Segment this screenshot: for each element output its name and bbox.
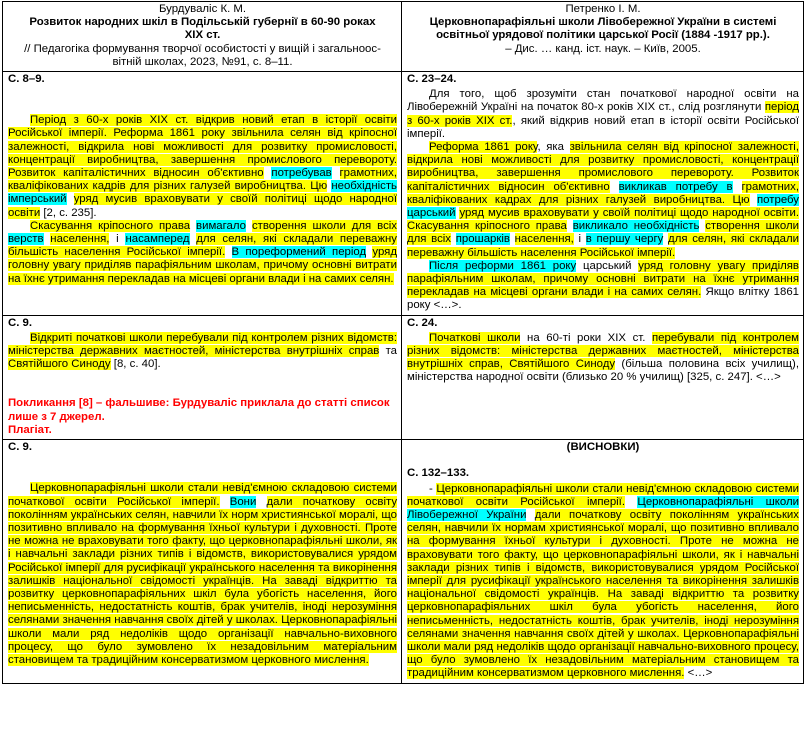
plagiarism-label: Плагіат. <box>8 423 52 436</box>
citation: [2, с. 235]. <box>40 206 97 219</box>
comparison-row-2 <box>3 315 804 439</box>
highlight-cyan: Після реформи 1861 року <box>429 259 577 272</box>
plain-text: - <box>429 482 437 495</box>
highlight-yellow: населення, <box>514 233 574 246</box>
left-author: Бурдуваліс К. М. <box>158 3 247 15</box>
comparison-table <box>2 1 804 684</box>
row2-left-page: С. 9. <box>8 316 33 329</box>
highlight-yellow: створення школи для всіх <box>251 219 398 232</box>
highlight-yellow: уряд головну увагу приділяв парафіяльним школам, причому основні витрати на їхнє утримання перекладав на місцеві органи влади і на самих селян. <box>8 246 397 285</box>
header-row <box>3 2 804 72</box>
row3-right-page: С. 132–133. <box>407 467 470 480</box>
highlight-yellow: Церковнопарафіяльні школи стали невід'ємною складовою системи початкової освіти Російської імперії. <box>8 482 397 508</box>
row2-left-cell <box>3 315 402 439</box>
highlight-yellow: Період з 60-х років XIX ст. відкрив новий етап в історії освіти Російської імперії. Реформа 1861 року звільнила селян від кріпосної залежності, відкрила нові можливості для розвитку промисловості, концентрації виробництва, завершення промислового перевороту. Розвиток капіталістичних відносин об'єктивно <box>8 114 397 180</box>
left-title-line1: Розвиток народних шкіл в Подільській губернії в 60-90 роках <box>29 16 376 29</box>
highlight-cyan: потребував <box>271 167 332 180</box>
row2-left-paragraph-1 <box>8 332 397 372</box>
row3-right-paragraph-1 <box>407 483 799 681</box>
left-title-line2: XIX ст. <box>184 29 221 42</box>
row2-right-paragraph-1 <box>407 332 799 385</box>
highlight-yellow: створення школи для всіх <box>407 220 799 246</box>
highlight-yellow: уряд головну увагу приділяв парафіяльним школам, причому основні витрати на їхнє утримання перекладав на місцеві органи влади і на самих селян. <box>407 259 799 299</box>
plain-text: на 60-ті роки XIX ст. <box>520 331 653 344</box>
row2-right-cell <box>402 315 804 439</box>
row1-left-cell <box>3 72 402 316</box>
highlight-yellow: уряд мусив враховувати у своїй політиці щодо народної освіти. Скасування кріпосного права <box>407 207 799 233</box>
highlight-cyan: потребу царський <box>407 193 799 220</box>
highlight-cyan: Церковнопарафіяльні школи Лівобережної України <box>407 495 799 521</box>
highlight-yellow: Початкові школи <box>429 331 521 344</box>
highlight-cyan: в першу чергу <box>585 233 664 246</box>
highlight-yellow: грамотних, кваліфікованих кадрах для різних галузей виробництва. Цю <box>407 180 800 206</box>
row3-left-cell <box>3 440 402 683</box>
highlight-yellow: період з 60-х років XIX ст. <box>407 101 799 127</box>
plain-text: Якщо влітку 1861 року <…>. <box>407 286 799 312</box>
plain-text: <…> <box>684 667 713 680</box>
conclusions-heading: (ВИСНОВКИ) <box>566 441 640 454</box>
header-left <box>3 2 402 72</box>
row2-right-page: С. 24. <box>407 316 438 329</box>
citation: [8, с. 40]. <box>110 358 161 371</box>
highlight-cyan: насамперед <box>125 233 190 246</box>
row1-right-page: С. 23–24. <box>407 73 457 86</box>
highlight-cyan: необхідність імперський <box>8 180 397 206</box>
highlight-cyan: прошарків <box>455 233 510 246</box>
plain-text: і <box>573 233 586 246</box>
row1-right-paragraph-1 <box>407 88 799 141</box>
highlight-cyan: викликало необхідність <box>572 220 700 233</box>
right-title-line1: Церковнопарафіяльні школи Лівобережної України в системі <box>429 16 777 29</box>
highlight-yellow: дали початкову освіту поколінням українських селян, навчили їх нормам християнської моралі, що позитивно впливало на формування їхньої культури і духовності. Проте не можна не враховувати того факту, що церковнопарафіяльні школи, як і навчальні заклади різних типів і відомств, використовувалися урядом Російської імперії для русифікації українського населення та викорінення залишків національної свідомості українців. На заваді відкриттю та розвитку церковнопарафіяльних шкіл була убогість населення, його неписьменність, недостатність коштів, брак учителів, іноді нерозуміння селянами значення навчання своїх дітей у школах. Церковнопарафіяльні школи мали ряд недоліків щодо організації навчально-виховного процесу, що було зумовлено їх незадовільним матеріальним становищем та традиційним консерватизмом церковного мислення. <box>407 508 799 680</box>
comparison-row-1 <box>3 72 804 316</box>
comparison-row-3 <box>3 440 804 683</box>
left-source-line2: вітній школах, 2023, №91, с. 8–11. <box>112 55 293 68</box>
row1-right-cell <box>402 72 804 316</box>
plain-text: і <box>109 233 126 246</box>
right-source: – Дис. … канд. іст. наук. – Київ, 2005. <box>505 42 701 55</box>
highlight-cyan: вимагало <box>196 219 246 232</box>
highlight-yellow: Церковнопарафіяльні школи стали невід'ємною складовою системи початкової освіти Російської імперії. <box>407 482 799 508</box>
highlight-yellow: перебували під контролем різних відомств: міністерства державних маєтностей, міністерства внутрішніх справ, Святійшого Синоду <box>407 331 799 371</box>
plain-text: , яка <box>537 141 570 154</box>
plain-text: царський <box>576 259 639 272</box>
highlight-yellow: грамотних, кваліфікованих кадрів для різних галузей виробництва. Цю <box>8 167 398 193</box>
highlight-yellow: Святійшого Синоду <box>8 358 111 371</box>
plain-text: Для того, щоб зрозуміти стан початкової народної освіти на Лівобережній Україні на початок 80-х років XIX ст., слід розглянути <box>407 88 799 114</box>
plain-text: (більша половина всіх училищ), міністерства народної освіти (близько 20 % училищ) [325, с. 247]. <…> <box>407 358 799 384</box>
plagiarism-note: Покликання [8] – фальшиве: Бурдуваліс приклала до статті список лише з 7 джерел. <box>8 397 390 423</box>
row1-left-paragraph-2 <box>8 220 397 286</box>
right-title-line2: освітньої урядової політики царської Росії (1884 -1917 рр.). <box>436 29 770 42</box>
row3-left-page: С. 9. <box>8 441 33 454</box>
highlight-yellow: населення, <box>50 233 110 246</box>
highlight-yellow: звільнила селян від кріпосної залежності, відкрила нові можливості для розвитку промисловості, концентрації виробництва, завершення промислового перевороту. Розвиток капіталістичних відносин об'єктивно <box>407 141 799 193</box>
row3-right-cell <box>402 440 804 683</box>
highlight-yellow: Реформа 1861 року <box>429 141 538 154</box>
row1-left-page: С. 8–9. <box>8 73 45 86</box>
plain-text: та <box>379 345 397 358</box>
highlight-cyan: Вони <box>229 495 257 508</box>
row3-left-paragraph-1 <box>8 482 397 667</box>
highlight-yellow: для селян, які складали переважну більшість населення Російської імперії. <box>407 233 799 259</box>
highlight-yellow: уряд мусив враховувати у своїй політиці щодо народної освіти <box>8 193 397 219</box>
highlight-cyan: викликав потребу в <box>618 180 733 193</box>
left-source-line1: // Педагогіка формування творчої особистості у вищій і загальноос- <box>24 42 381 55</box>
highlight-cyan: В пореформений період <box>231 246 367 259</box>
right-author: Петренко І. М. <box>565 3 641 15</box>
highlight-cyan: верств <box>8 233 44 246</box>
highlight-yellow: Відкриті початкові школи перебували під контролем різних відомств: міністерства державних маєтностей, міністерства внутрішніх справ <box>8 331 397 358</box>
plain-text: , який відкрив новий етап в історії освіти Російської імперії. <box>407 114 799 140</box>
row1-right-paragraph-3 <box>407 260 799 313</box>
highlight-yellow: Скасування кріпосного права <box>30 219 191 232</box>
row1-left-paragraph-1 <box>8 114 397 220</box>
highlight-yellow: для селян, які складали переважну більшість населення Російської імперії. <box>8 233 397 259</box>
highlight-yellow: дали початкову освіту поколінням українських селян, навчили їх норм християнської моралі, що позитивно впливало на формування їхньої культури і духовності. Проте не можна не враховувати того факту, що церковнопарафіяльні школи, як і навчальні заклади різних типів і відомств, використовувалися урядом Російської імперії для русифікації українського населення та викорінення залишків національної свідомості українців. На заваді відкриттю та розвитку церковнопарафіяльних шкіл була убогість населення, його неписьменність, недостатність коштів, брак учителів, іноді нерозуміння селянами значення навчання своїх дітей у школах. Церковнопарафіяльні школи мали ряд недоліків щодо організації навчально-виховного процесу, що було зумовлено їх незадовільним матеріальним становищем та традиційним консерватизмом церковного мислення. <box>8 495 398 666</box>
header-right <box>402 2 804 72</box>
row1-right-paragraph-2 <box>407 141 799 260</box>
